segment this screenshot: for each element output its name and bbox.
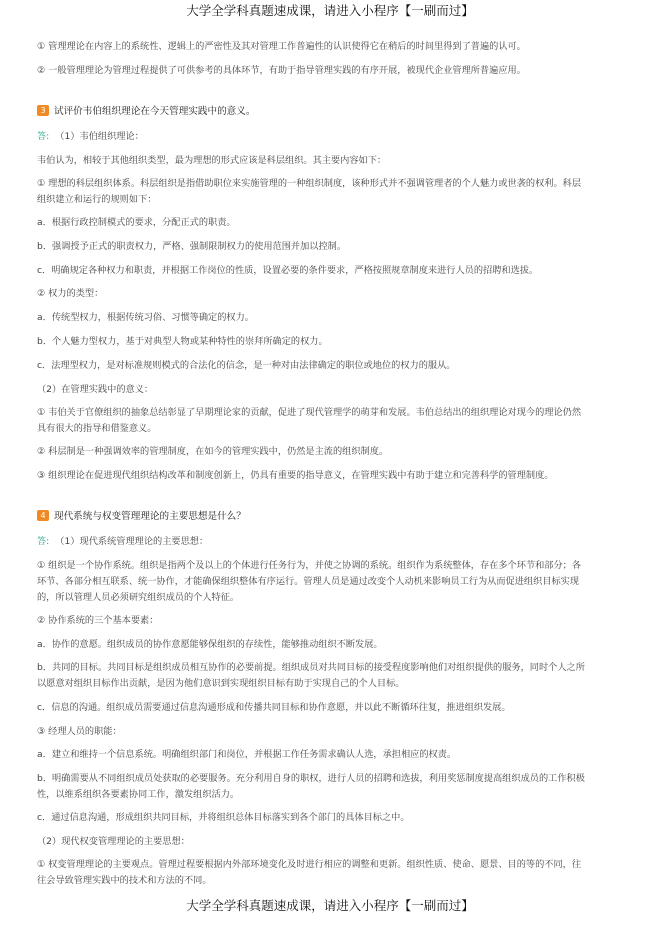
question-number-badge: 4 bbox=[37, 510, 49, 521]
question-text: 试评价韦伯组织理论在今天管理实践中的意义。 bbox=[54, 106, 256, 117]
answer-3-line: ① 理想的科层组织体系。科层组织是指借助职位来实施管理的一种组织制度，该种形式并不强调管理者的个人魅力或世袭的权利。科层 bbox=[37, 178, 582, 189]
answer-4-para: ② 协作系统的三个基本要素： bbox=[37, 615, 159, 626]
answer-label: 答: bbox=[37, 536, 50, 547]
answer-3-item: a．传统型权力，根据传统习俗、习惯等确定的权力。 bbox=[37, 312, 254, 323]
answer-label: 答: bbox=[37, 131, 50, 142]
answer-3-item: b．强调授予正式的职责权力，严格、强制限制权力的使用范围并加以控制。 bbox=[37, 241, 347, 252]
answer-4-line: 环节、各部分相互联系、统一协作，才能确保组织整体有序运行。管理人员是通过改变个人动机来影响员工行为从而促进组织目标实现 bbox=[37, 576, 580, 587]
answer-4-item: c．通过信息沟通，形成组织共同目标，并将组织总体目标落实到各个部门的具体目标之中。 bbox=[37, 812, 410, 823]
answer-4-line: 的，所以管理人员必须研究组织成员的个人特征。 bbox=[37, 592, 240, 603]
answer-4-para: ③ 经理人员的职能： bbox=[37, 726, 122, 737]
paragraph-top-2: ② 一般管理理论为管理过程提供了可供参考的具体环节，有助于指导管理实践的有序开展，被现代企业管理所普遍应用。 bbox=[37, 65, 526, 76]
answer-4-item: a．协作的意愿。组织成员的协作意愿能够保组织的存续性，能够推动组织不断发展。 bbox=[37, 639, 383, 650]
answer-4-line: 性，以维系组织各要素协同工作，激发组织活力。 bbox=[37, 789, 240, 800]
answer-4-heading: 答: （1）现代系统管理理论的主要思想： bbox=[37, 536, 209, 547]
answer-3-para: ② 权力的类型： bbox=[37, 288, 104, 299]
answer-4-line: 往会导致管理实践中的技术和方法的不同。 bbox=[37, 875, 212, 886]
answer-4-line: ① 组织是一个协作系统。组织是指两个及以上的个体进行任务行为，并使之协调的系统。组织作为系统整体，存在多个环节和部分；各 bbox=[37, 560, 582, 571]
answer-3-para: ② 科层制是一种强调效率的管理制度，在如今的管理实践中，仍然是主流的组织制度。 bbox=[37, 446, 389, 457]
answer-3-subheading: （2）在管理实践中的意义： bbox=[37, 384, 154, 395]
answer-4-item: c．信息的沟通。组织成员需要通过信息沟通形成和传播共同目标和协作意愿，并以此不断循环往复，推进组织发展。 bbox=[37, 702, 511, 713]
answer-3-line: 具有很大的指导和借鉴意义。 bbox=[37, 423, 157, 434]
answer-4-line: b．共同的目标。共同目标是组织成员相互协作的必要前提。组织成员对共同目标的接受程度影响他们对组织提供的服务，同时个人之所 bbox=[37, 662, 585, 673]
answer-4-line: 以愿意对组织目标作出贡献，是因为他们意识到实现组织目标有助于实现自己的个人目标。 bbox=[37, 678, 405, 689]
answer-3-heading: 答: （1）韦伯组织理论： bbox=[37, 131, 144, 142]
answer-4-line: ① 权变管理理论的主要观点。管理过程要根据内外部环境变化及时进行相应的调整和更新。组织性质、使命、愿景、目的等的不同，往 bbox=[37, 859, 582, 870]
answer-3-para: ③ 组织理论在促进现代组织结构改革和制度创新上，仍具有重要的指导意义，在管理实践中有助于建立和完善科学的管理制度。 bbox=[37, 470, 554, 481]
question-number-badge: 3 bbox=[37, 105, 49, 116]
paragraph-top-1: ① 管理理论在内容上的系统性、逻辑上的严密性及其对管理工作普遍性的认识使得它在稍后的时间里得到了普遍的认可。 bbox=[37, 41, 526, 52]
page-footer: 大学全学科真题速成课，请进入小程序【一刷而过】 bbox=[186, 898, 474, 913]
answer-3-line: ① 韦伯关于官僚组织的抽象总结彰显了早期理论家的贡献，促进了现代管理学的萌芽和发展。韦伯总结出的组织理论对现今的理论仍然 bbox=[37, 407, 582, 418]
answer-3-item: b．个人魅力型权力，基于对典型人物或某种特性的崇拜所确定的权力。 bbox=[37, 336, 328, 347]
answer-4-line: b．明确需要从不同组织成员处获取的必要服务。充分利用自身的职权，进行人员的招聘和选拔，利用奖惩制度提高组织成员的工作积极 bbox=[37, 773, 585, 784]
answer-4-item: a．建立和维持一个信息系统。明确组织部门和岗位，并根据工作任务需求确认人选，承担相应的权责。 bbox=[37, 749, 457, 760]
answer-3-item: a．根据行政控制模式的要求，分配正式的职责。 bbox=[37, 217, 236, 228]
page-header: 大学全学科真题速成课，请进入小程序【一刷而过】 bbox=[186, 3, 474, 18]
answer-3-item: c．法理型权力，是对标准规则模式的合法化的信念，是一种对由法律确定的职位或地位的权力的服从。 bbox=[37, 360, 456, 371]
answer-3-line: 组织建立和运行的规则如下： bbox=[37, 194, 157, 205]
answer-4-subheading: （2）现代权变管理理论的主要思想： bbox=[37, 836, 190, 847]
answer-3-para: 韦伯认为，相较于其他组织类型，最为理想的形式应该是科层组织。其主要内容如下： bbox=[37, 155, 387, 166]
answer-3-item: c．明确规定各种权力和职责，并根据工作岗位的性质，设置必要的条件要求，严格按照规章制度来进行人员的招聘和选拔。 bbox=[37, 265, 539, 276]
question-3 bbox=[37, 104, 625, 120]
question-text: 现代系统与权变管理理论的主要思想是什么？ bbox=[54, 511, 246, 522]
question-4 bbox=[37, 509, 625, 525]
